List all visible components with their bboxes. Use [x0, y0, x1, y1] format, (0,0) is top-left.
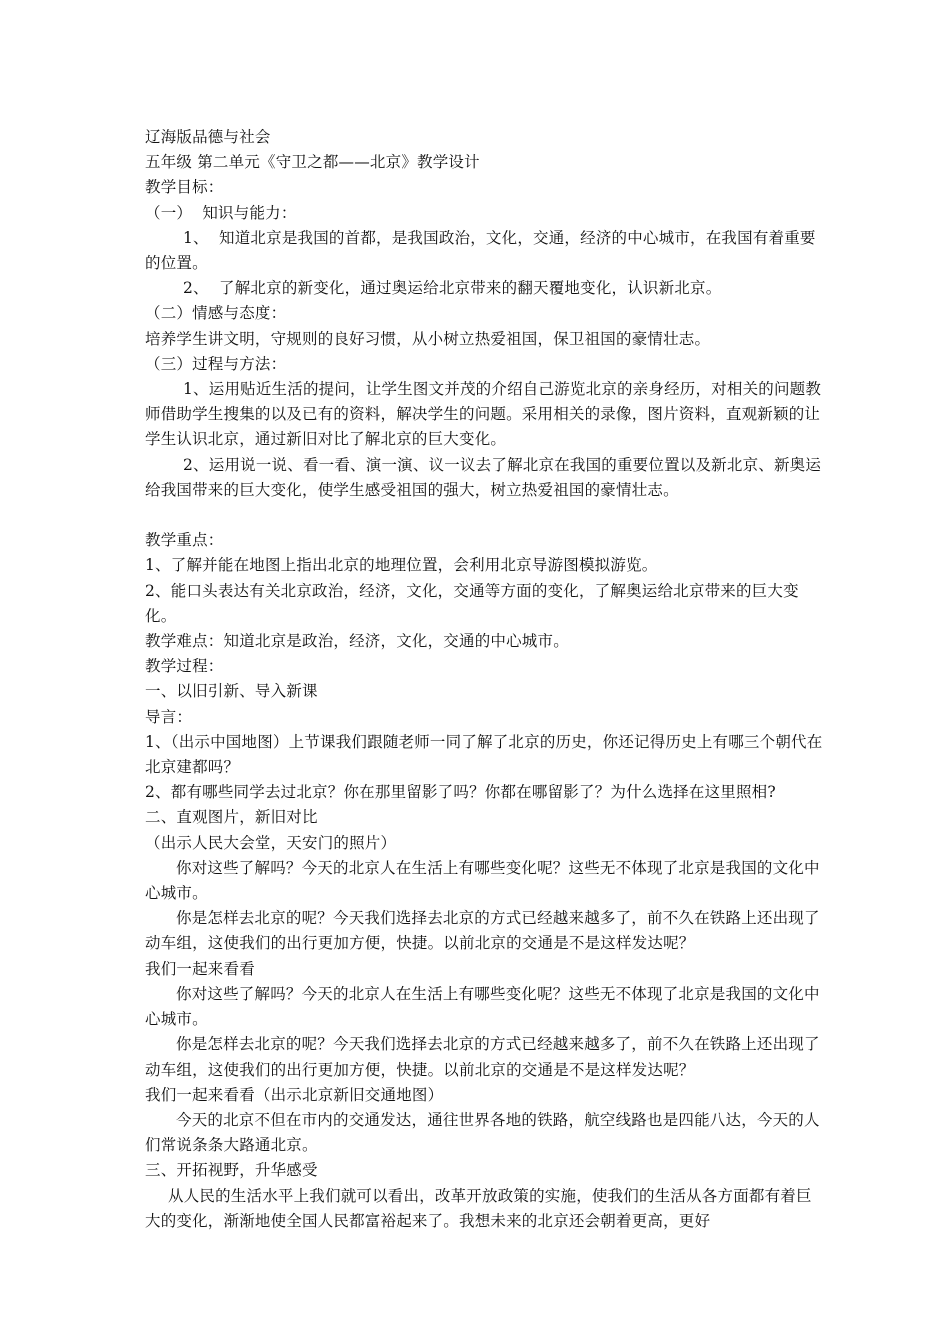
intro-item-2: 2、都有哪些同学去过北京？你在那里留影了吗？你都在哪留影了？为什么选择在这里照相?	[145, 783, 776, 802]
step-3-heading: 三、开拓视野，升华感受	[145, 1161, 318, 1180]
title-lesson: 五年级 第二单元《守卫之都——北京》教学设计	[145, 153, 480, 172]
paragraph-roads: 今天的北京不但在市内的交通发达，通往世界各地的铁路，航空线路也是四能八达，今天的人们常说条条大路通北京。	[145, 1110, 820, 1155]
step-1-heading: 一、以旧引新、导入新课	[145, 682, 318, 701]
intro-item-1: 1、（出示中国地图）上节课我们跟随老师一同了解了北京的历史，你还记得历史上有哪三个朝代在北京建都吗？	[145, 732, 823, 777]
objective-1-heading: （一） 知识与能力：	[145, 203, 297, 222]
spacer	[145, 503, 825, 528]
step-2-heading: 二、直观图片，新旧对比	[145, 808, 318, 827]
difficulty: 教学难点：知道北京是政治，经济，文化，交通的中心城市。	[145, 632, 569, 651]
process-heading: 教学过程：	[145, 657, 224, 676]
objective-3-heading: （三）过程与方法：	[145, 354, 287, 373]
intro-label: 导言：	[145, 707, 193, 726]
objective-1-item-2: 2、 了解北京的新变化，通过奥运给北京带来的翻天覆地变化，认识新北京。	[183, 279, 722, 298]
paragraph-look-1: 我们一起来看看	[145, 959, 255, 978]
paragraph-transport-1: 你是怎样去北京的呢？今天我们选择去北京的方式已经越来越多了，前不久在铁路上还出现了动车组，这使我们的出行更加方便，快捷。以前北京的交通是不是这样发达呢？	[145, 909, 820, 953]
objectives-heading: 教学目标：	[145, 178, 224, 197]
paragraph-culture-1: 你对这些了解吗？今天的北京人在生活上有哪些变化呢？这些无不体现了北京是我国的文化中心城市。	[145, 858, 820, 903]
objective-3-item-2: 2、运用说一说、看一看、演一演、议一议去了解北京在我国的重要位置以及新北京、新奥运给我国带来的巨大变化，使学生感受祖国的强大，树立热爱祖国的豪情壮志。	[145, 455, 822, 499]
paragraph-transport-2: 你是怎样去北京的呢？今天我们选择去北京的方式已经越来越多了，前不久在铁路上还出现了动车组，这使我们的出行更加方便，快捷。以前北京的交通是不是这样发达呢？	[145, 1035, 820, 1079]
objective-3-item-1: 1、运用贴近生活的提问，让学生图文并茂的介绍自己游览北京的亲身经历，对相关的问题教师借助学生搜集的以及已有的资料，解决学生的问题。采用相关的录像，图片资料，直观新颖的让学生认识北京，通过新旧对比了解北京的巨大变化。	[145, 380, 822, 449]
key-point-2: 2、能口头表达有关北京政治，经济，文化，交通等方面的变化，了解奥运给北京带来的巨大变化。	[145, 581, 799, 625]
step-2-note: （出示人民大会堂，天安门的照片）	[145, 833, 397, 852]
paragraph-living-standard: 从人民的生活水平上我们就可以看出，改革开放政策的实施，使我们的生活从各方面都有着巨大的变化，渐渐地使全国人民都富裕起来了。我想未来的北京还会朝着更高，更好	[145, 1186, 812, 1230]
objective-1-item-1: 1、 知道北京是我国的首都，是我国政治，文化，交通，经济的中心城市，在我国有着重要的位置。	[145, 228, 816, 273]
document-body	[145, 125, 825, 1234]
paragraph-look-2: 我们一起来看看（出示北京新旧交通地图）	[145, 1085, 444, 1104]
key-points-heading: 教学重点：	[145, 531, 224, 550]
title-publisher: 辽海版品德与社会	[145, 128, 271, 146]
key-point-1: 1、了解并能在地图上指出北京的地理位置，会利用北京导游图模拟游览。	[145, 556, 658, 575]
objective-2-heading: （二）情感与态度：	[145, 304, 287, 323]
objective-2-text: 培养学生讲文明，守规则的良好习惯，从小树立热爱祖国，保卫祖国的豪情壮志。	[145, 329, 711, 348]
paragraph-culture-2: 你对这些了解吗？今天的北京人在生活上有哪些变化呢？这些无不体现了北京是我国的文化中心城市。	[145, 984, 820, 1029]
